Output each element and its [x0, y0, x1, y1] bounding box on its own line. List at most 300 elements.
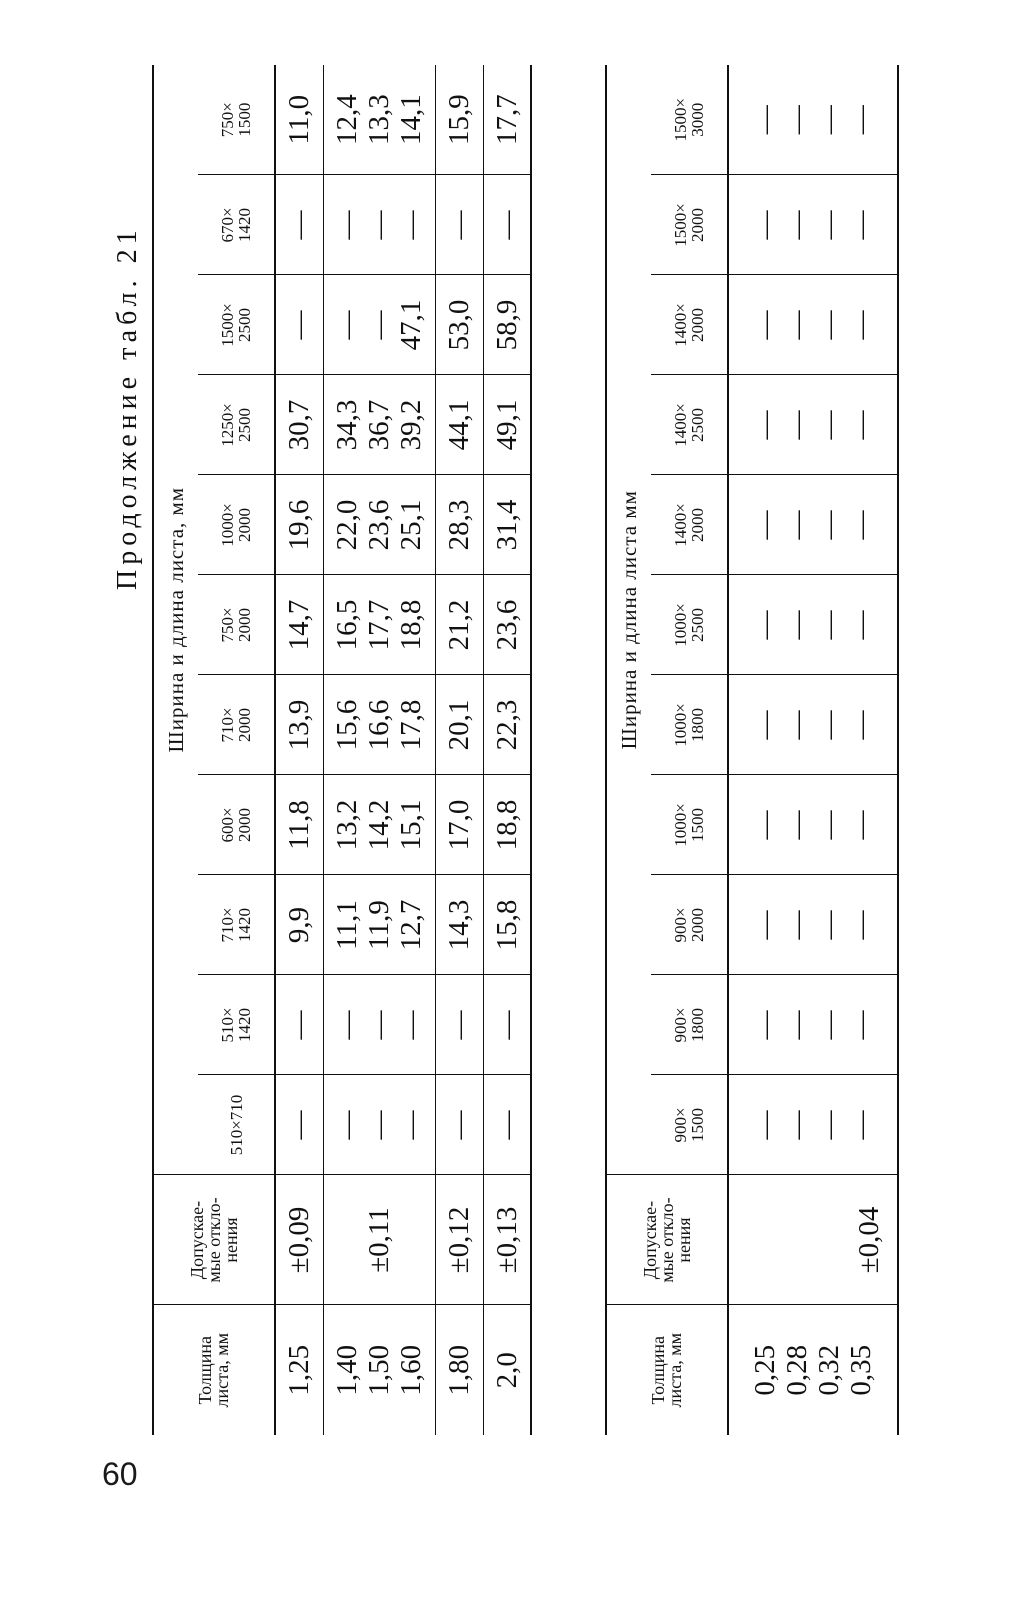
t1-value	[491, 65, 523, 175]
t1-value-cell	[275, 675, 323, 775]
t2-value	[749, 876, 877, 975]
t2-thickness-label-line: Толщина	[648, 1336, 668, 1405]
t2-value-line: —	[845, 1010, 877, 1040]
t1-thickness	[283, 1306, 315, 1436]
t1-size-label-line: 1250×	[218, 403, 237, 447]
t1-value-line: 58,9	[490, 299, 523, 351]
t1-tolerance-header	[153, 1175, 275, 1305]
t1-size-label	[219, 65, 253, 175]
t1-thickness-cell	[435, 1305, 483, 1435]
t1-value-cell	[435, 1075, 483, 1175]
t1-size-label-line: 1420	[235, 1008, 254, 1042]
t1-size-label-line: 670×	[218, 207, 237, 243]
t1-tolerance-cell	[323, 1175, 435, 1305]
t1-size-label-line: 2000	[235, 708, 254, 742]
t1-value-line: —	[283, 210, 316, 240]
t1-value	[283, 876, 315, 975]
t1-value-line: 11,8	[283, 800, 316, 850]
t1-thickness	[331, 1306, 427, 1436]
t1-value-line: 18,8	[395, 599, 427, 651]
t2-size-header	[651, 675, 728, 775]
t1-size-header	[198, 875, 275, 975]
t1-value-cell	[275, 575, 323, 675]
t1-row	[435, 65, 483, 1435]
t1-thickness	[443, 1306, 475, 1436]
t1-size-label-line: 1420	[235, 208, 254, 242]
t1-value-line: 44,1	[443, 399, 475, 451]
t1-value-cell	[275, 875, 323, 975]
t1-size-header	[198, 475, 275, 575]
t1-value-cell	[275, 275, 323, 375]
t1-value	[331, 776, 427, 875]
t2-value	[749, 276, 877, 375]
t2-value	[749, 176, 877, 275]
t2-value-cell	[728, 975, 898, 1075]
t2-size-label-line: 900×	[671, 907, 690, 943]
table-thin-sheets	[605, 65, 899, 1435]
t2-value-cell	[728, 175, 898, 275]
t2-value-line: —	[781, 910, 813, 940]
t1-row	[275, 65, 323, 1435]
t2-size-label-line: 1400×	[671, 303, 690, 347]
t1-thickness-label	[197, 1306, 231, 1436]
t1-tolerance: ±0,13	[490, 1206, 523, 1274]
t1-value-line: 15,8	[490, 899, 523, 951]
t2-value-cell	[728, 1075, 898, 1175]
t2-value-line: —	[781, 710, 813, 740]
t1-value-line: —	[283, 310, 316, 340]
t2-size-label-line: 2000	[688, 208, 707, 242]
t2-value-cell	[728, 275, 898, 375]
t2-value-line: —	[749, 1110, 781, 1140]
t2-value	[749, 776, 877, 875]
t1-value	[491, 376, 523, 475]
t2-value-line: —	[749, 610, 781, 640]
t1-thickness-header	[153, 1305, 275, 1435]
t1-value-line: 19,6	[283, 499, 316, 551]
t1-value-cell	[323, 675, 435, 775]
t2-thickness-line: 0,28	[781, 1344, 813, 1396]
t1-value-line: 17,0	[443, 799, 475, 851]
t1-value-cell	[323, 475, 435, 575]
t2-size-header	[651, 65, 728, 175]
t1-value-line: 14,7	[283, 599, 316, 651]
t2-thickness-header	[606, 1305, 728, 1435]
t2-value-line: —	[781, 510, 813, 540]
t1-size-label-line: 1500×	[218, 303, 237, 347]
t1-value-line: —	[395, 1110, 427, 1140]
t2-size-label-line: 1500	[688, 808, 707, 842]
t2-value-cell	[728, 875, 898, 975]
t2-value-line: —	[749, 1010, 781, 1040]
t1-size-label-line: 710×	[218, 907, 237, 943]
t1-size-header	[198, 275, 275, 375]
t2-size-label-line: 2000	[688, 508, 707, 542]
t2-size-label-line: 2500	[688, 408, 707, 442]
t1-value-cell	[435, 475, 483, 575]
t1-value	[283, 276, 315, 375]
t1-value-line: —	[331, 210, 363, 240]
t1-value-line: 12,7	[395, 899, 427, 951]
t2-size-header	[651, 575, 728, 675]
t2-size-label-line: 1500	[688, 1108, 707, 1142]
t2-size-label	[672, 65, 706, 175]
t1-value-line: —	[363, 210, 395, 240]
t2-size-label-line: 900×	[671, 1007, 690, 1043]
t2-tolerance-label-line: Допускае-	[639, 1200, 660, 1280]
t1-tolerance-label	[186, 1176, 241, 1305]
t2-value-cell	[728, 65, 898, 175]
t1-tolerance: ±0,09	[283, 1206, 316, 1274]
t1-thickness-line: 1,40	[331, 1344, 363, 1396]
t2-value-line: —	[749, 310, 781, 340]
t2-size-label-line: 1400×	[671, 503, 690, 547]
t1-value-cell	[483, 575, 531, 675]
t2-row	[728, 65, 898, 1435]
t1-value-line: 15,9	[443, 94, 475, 146]
t1-value	[491, 576, 523, 675]
t2-value-cell	[728, 575, 898, 675]
t1-value-cell	[275, 775, 323, 875]
t1-size-header	[198, 1075, 275, 1175]
t1-value-line: 13,2	[331, 799, 363, 851]
t1-value-line: —	[363, 1110, 395, 1140]
t1-size-label	[219, 776, 253, 875]
t2-tolerance-cell	[728, 1175, 898, 1305]
t1-value	[331, 1076, 427, 1175]
t2-size-label	[672, 176, 706, 275]
t1-size-label-line: 600×	[218, 807, 237, 843]
t2-tolerance: ±0,04	[853, 1206, 885, 1274]
t2-value-line: —	[781, 1010, 813, 1040]
t2-value-line: —	[749, 410, 781, 440]
t2-value-line: —	[845, 510, 877, 540]
t2-value-line: —	[749, 105, 781, 135]
t1-size-label	[219, 976, 253, 1075]
t1-value-line: —	[395, 1010, 427, 1040]
t1-value-cell	[323, 175, 435, 275]
t2-size-label	[672, 976, 706, 1075]
t1-value	[283, 976, 315, 1075]
t1-thickness-label-line: листа, мм	[212, 1333, 232, 1408]
t1-value	[491, 1076, 523, 1175]
t1-value-cell	[483, 375, 531, 475]
t1-value	[491, 476, 523, 575]
t1-value-line: 16,5	[331, 599, 363, 651]
t2-size-header	[651, 1075, 728, 1175]
t1-thickness-line: 2,0	[490, 1352, 523, 1389]
t2-value-cell	[728, 475, 898, 575]
t1-value-cell	[435, 575, 483, 675]
t2-value-line: —	[749, 710, 781, 740]
t2-size-label-line: 1400×	[671, 403, 690, 447]
t2-value-line: —	[813, 1110, 845, 1140]
t1-value-cell	[275, 375, 323, 475]
t1-value	[491, 276, 523, 375]
t1-value-cell	[483, 975, 531, 1075]
t2-value-cell	[728, 775, 898, 875]
t2-size-header	[651, 275, 728, 375]
t1-header-row	[153, 65, 198, 1435]
t1-value-cell	[323, 65, 435, 175]
t1-value-cell	[435, 875, 483, 975]
t1-value-line: 11,1	[331, 900, 363, 950]
t2-value-line: —	[845, 410, 877, 440]
t1-value-line: —	[363, 310, 395, 340]
t1-thickness-label-line: Толщина	[195, 1336, 215, 1405]
table-caption: Продолжение табл. 21	[112, 225, 143, 590]
t1-thickness-line: 1,60	[395, 1344, 427, 1396]
t2-size-label	[672, 476, 706, 575]
t1-value	[283, 376, 315, 475]
t2-size-label-line: 900×	[671, 1107, 690, 1143]
t1-value-line: 12,4	[331, 94, 363, 146]
t2-value	[749, 376, 877, 475]
t2-thickness-label-line: листа, мм	[665, 1333, 685, 1408]
t1-tolerance-label-line: нения	[220, 1217, 241, 1263]
t1-size-label-line: 710×	[218, 707, 237, 743]
t2-value-line: —	[781, 610, 813, 640]
t2-value-line: —	[781, 1110, 813, 1140]
t2-size-label	[672, 776, 706, 875]
t1-value-line: 13,9	[283, 699, 316, 751]
t1-tolerance-cell	[275, 1175, 323, 1305]
t2-size-label-line: 3000	[688, 102, 707, 137]
t2-size-label	[672, 1076, 706, 1175]
t1-value	[331, 576, 427, 675]
t2-value-line: —	[845, 310, 877, 340]
t2-value	[749, 1076, 877, 1175]
t1-value-line: 17,7	[363, 599, 395, 651]
t2-tolerance-label-line: нения	[673, 1217, 694, 1263]
t1-thickness-cell	[483, 1305, 531, 1435]
t1-value-line: 39,2	[395, 399, 427, 451]
t1-value-cell	[483, 175, 531, 275]
t1-thickness-cell	[275, 1305, 323, 1435]
t1-size-label-line: 2500	[235, 308, 254, 342]
t2-value	[749, 576, 877, 675]
page-number: 60	[102, 1456, 138, 1492]
t1-value	[443, 776, 475, 875]
t1-tolerance-cell	[435, 1175, 483, 1305]
t1-value-line: 14,1	[395, 94, 427, 146]
t1-size-label	[228, 1076, 245, 1175]
t2-value-line: —	[781, 105, 813, 135]
t1-size-label	[219, 876, 253, 975]
t1-value-cell	[435, 975, 483, 1075]
t1-size-label-line: 510×	[218, 1007, 237, 1043]
t2-value-line: —	[813, 210, 845, 240]
t1-value-cell	[323, 1075, 435, 1175]
t1-value	[443, 576, 475, 675]
t1-tolerance-label-line: мые откло-	[203, 1197, 224, 1283]
t1-row	[483, 65, 531, 1435]
t2-size-label-line: 1500×	[671, 97, 690, 142]
t1-size-label-line: 1420	[235, 908, 254, 942]
t1-value-line: 47,1	[395, 299, 427, 351]
t2-value-line: —	[845, 105, 877, 135]
t1-value-line: 23,6	[363, 499, 395, 551]
t1-tolerance: ±0,11	[363, 1207, 395, 1273]
t1-value-line: —	[331, 310, 363, 340]
t1-value-line: 17,7	[490, 94, 523, 146]
t2-header-row	[606, 65, 651, 1435]
t2-size-label	[672, 376, 706, 475]
t2-value-line: —	[813, 1010, 845, 1040]
t1-value-cell	[275, 175, 323, 275]
t1-size-label-line: 2500	[235, 408, 254, 442]
t1-value-line: 22,3	[490, 699, 523, 751]
t1-value-line: —	[283, 1010, 316, 1040]
t1-size-header	[198, 975, 275, 1075]
t1-value	[331, 476, 427, 575]
t1-tolerance-cell	[483, 1175, 531, 1305]
t1-value-cell	[323, 775, 435, 875]
t1-value-line: —	[395, 210, 427, 240]
t1-value-line: 49,1	[490, 399, 523, 451]
t1-value-cell	[323, 375, 435, 475]
t1-value-cell	[483, 475, 531, 575]
t1-size-header	[198, 375, 275, 475]
t1-value	[331, 376, 427, 475]
t2-thickness-line: 0,32	[813, 1344, 845, 1396]
t1-value-line: 18,8	[490, 799, 523, 851]
t2-value-line: —	[749, 910, 781, 940]
t1-size-label	[219, 676, 253, 775]
t1-size-header	[198, 175, 275, 275]
t1-size-label	[219, 376, 253, 475]
t1-value	[443, 376, 475, 475]
t2-value-cell	[728, 375, 898, 475]
t2-value-line: —	[813, 710, 845, 740]
t1-value	[443, 65, 475, 175]
t1-thickness-line: 1,50	[363, 1344, 395, 1396]
t1-value-line: —	[490, 210, 523, 240]
t1-value-cell	[483, 275, 531, 375]
t1-size-header	[198, 675, 275, 775]
t1-value-cell	[435, 275, 483, 375]
t1-value-line: 53,0	[443, 299, 475, 351]
t1-size-label-line: 750×	[218, 607, 237, 643]
t1-value	[331, 65, 427, 175]
t1-value-line: 11,9	[363, 900, 395, 950]
t1-value	[443, 276, 475, 375]
t1-value	[443, 176, 475, 275]
t1-thickness-cell	[323, 1305, 435, 1435]
t1-size-header	[198, 575, 275, 675]
t1-value-line: 11,0	[283, 94, 316, 145]
t1-value-cell	[435, 175, 483, 275]
t1-value-cell	[435, 375, 483, 475]
t1-value	[331, 276, 427, 375]
t2-size-group-header: Ширина и длина листа мм	[616, 490, 641, 750]
t1-value	[443, 976, 475, 1075]
t1-thickness-line: 1,80	[443, 1344, 475, 1396]
t1-value	[283, 1076, 315, 1175]
t1-value-cell	[483, 875, 531, 975]
t1-value-cell	[275, 475, 323, 575]
t1-value-cell	[435, 775, 483, 875]
t2-value-cell	[728, 675, 898, 775]
t2-value-line: —	[813, 410, 845, 440]
t1-value	[331, 976, 427, 1075]
t1-value	[443, 1076, 475, 1175]
t1-value-cell	[323, 975, 435, 1075]
t2-value-line: —	[845, 210, 877, 240]
t1-value-line: —	[283, 1110, 316, 1140]
t1-value	[491, 676, 523, 775]
t1-value	[491, 776, 523, 875]
t1-size-label	[219, 576, 253, 675]
t1-value	[331, 676, 427, 775]
t2-value-line: —	[781, 210, 813, 240]
t1-size-label-line: 2000	[235, 808, 254, 842]
t1-value-line: 20,1	[443, 699, 475, 751]
t2-thickness	[749, 1306, 877, 1436]
t2-thickness-line: 0,25	[749, 1344, 781, 1396]
t1-value-line: 14,3	[443, 899, 475, 951]
t2-size-label-line: 1800	[688, 1008, 707, 1042]
t1-value-cell	[275, 1075, 323, 1175]
t1-value-line: —	[490, 1010, 523, 1040]
t1-value-cell	[275, 975, 323, 1075]
t1-value-cell	[275, 65, 323, 175]
t2-size-header	[651, 175, 728, 275]
t2-size-header	[651, 975, 728, 1075]
t1-value	[443, 876, 475, 975]
t2-value-line: —	[781, 310, 813, 340]
t2-size-header	[651, 775, 728, 875]
t1-value	[443, 476, 475, 575]
t2-value-line: —	[845, 910, 877, 940]
t2-size-label-line: 2000	[688, 908, 707, 942]
t1-value-line: 16,6	[363, 699, 395, 751]
t2-thickness-line: 0,35	[845, 1344, 877, 1396]
t2-value-line: —	[749, 210, 781, 240]
t1-value	[283, 476, 315, 575]
t1-value-line: 13,3	[363, 94, 395, 146]
t1-value	[443, 676, 475, 775]
t1-value-line: 36,7	[363, 399, 395, 451]
t2-tolerance-label	[639, 1176, 694, 1305]
t1-value-cell	[483, 775, 531, 875]
t1-size-header	[198, 775, 275, 875]
t1-value-line: 34,3	[331, 399, 363, 451]
t1-row	[323, 65, 435, 1435]
t2-value-line: —	[845, 1110, 877, 1140]
t2-value-line: —	[813, 810, 845, 840]
t2-value-line: —	[813, 610, 845, 640]
t1-value-cell	[323, 575, 435, 675]
t1-size-group-header: Ширина и длина листа, мм	[163, 486, 188, 753]
t2-value-line: —	[813, 510, 845, 540]
t1-value-line: 31,4	[490, 499, 523, 551]
t2-value-line: —	[813, 310, 845, 340]
t1-value-line: 15,1	[395, 799, 427, 851]
t2-size-label-line: 2500	[688, 608, 707, 642]
t1-value-cell	[435, 675, 483, 775]
t1-value-line: —	[443, 210, 475, 240]
t1-value-line: —	[331, 1010, 363, 1040]
t1-value-line: 28,3	[443, 499, 475, 551]
t1-value	[283, 676, 315, 775]
t2-value-line: —	[845, 810, 877, 840]
t2-value-line: —	[845, 610, 877, 640]
t2-size-label-line: 1000×	[671, 803, 690, 847]
t1-value	[491, 176, 523, 275]
t1-thickness-line: 1,25	[283, 1344, 316, 1396]
t2-size-label	[672, 876, 706, 975]
